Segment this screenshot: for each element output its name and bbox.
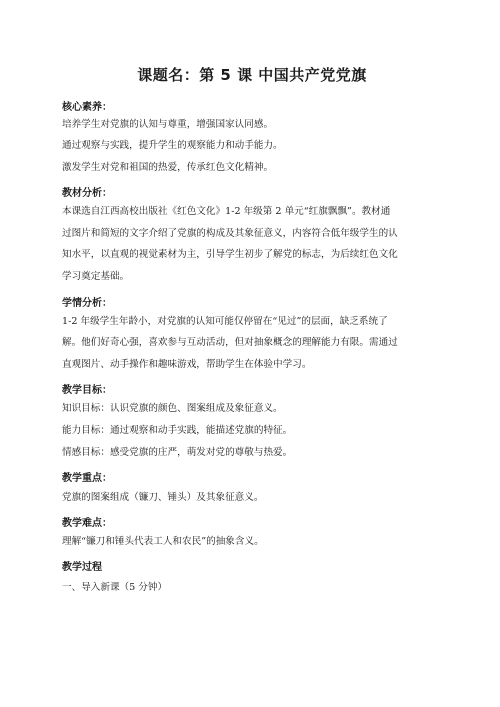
students-line-1: 1-2 年级学生年龄小，对党旗的认知可能仅停留在“见过”的层面，缺乏系统了 [62,316,388,327]
material-line-4: 学习奠定基础。 [62,271,130,282]
goals-line-3: 情感目标：感受党旗的庄严，萌发对党的尊敬与热爱。 [62,447,293,458]
goals-line-2: 能力目标：通过观察和动手实践，能描述党旗的特征。 [62,425,293,436]
core-line-3: 激发学生对党和祖国的热爱，传承红色文化精神。 [62,162,274,173]
heading-teaching-goals: 教学目标： [62,385,112,396]
core-line-1: 培养学生对党旗的认知与尊重，增强国家认同感。 [62,119,274,130]
material-line-3: 知水平，以直观的视觉素材为主，引导学生初步了解党的标志，为后续红色文化 [62,249,398,260]
heading-student-analysis: 学情分析： [62,298,112,309]
key-line-1: 党旗的图案组成（镰刀、锤头）及其象征意义。 [62,492,264,503]
heading-core-literacy: 核心素养： [62,102,112,113]
students-line-2: 解。他们好奇心强，喜欢参与互动活动，但对抽象概念的理解能力有限。需通过 [62,337,398,348]
goals-line-1: 知识目标：认识党旗的颜色、图案组成及象征意义。 [62,403,283,414]
material-line-1: 本课选自江西高校出版社《红色文化》1-2 年级第 2 单元“红旗飘飘”。教材通 [62,206,391,217]
difficulty-line-1: 理解“镰刀和锤头代表工人和农民”的抽象含义。 [62,536,264,547]
heading-key-points: 教学重点： [62,473,112,484]
heading-material-analysis: 教材分析： [62,188,112,199]
students-line-3: 直观图片、动手操作和趣味游戏，帮助学生在体验中学习。 [62,359,312,370]
core-line-2: 通过观察与实践，提升学生的观察能力和动手能力。 [62,140,283,151]
process-line-1: 一、导入新课（5 分钟） [62,582,168,593]
material-line-2: 过图片和简短的文字介绍了党旗的构成及其象征意义，内容符合低年级学生的认 [62,228,398,239]
heading-difficulties: 教学难点： [62,518,112,529]
heading-teaching-process: 教学过程 [62,562,102,573]
lesson-title: 课题名：第 5 课 中国共产党党旗 [137,66,367,84]
